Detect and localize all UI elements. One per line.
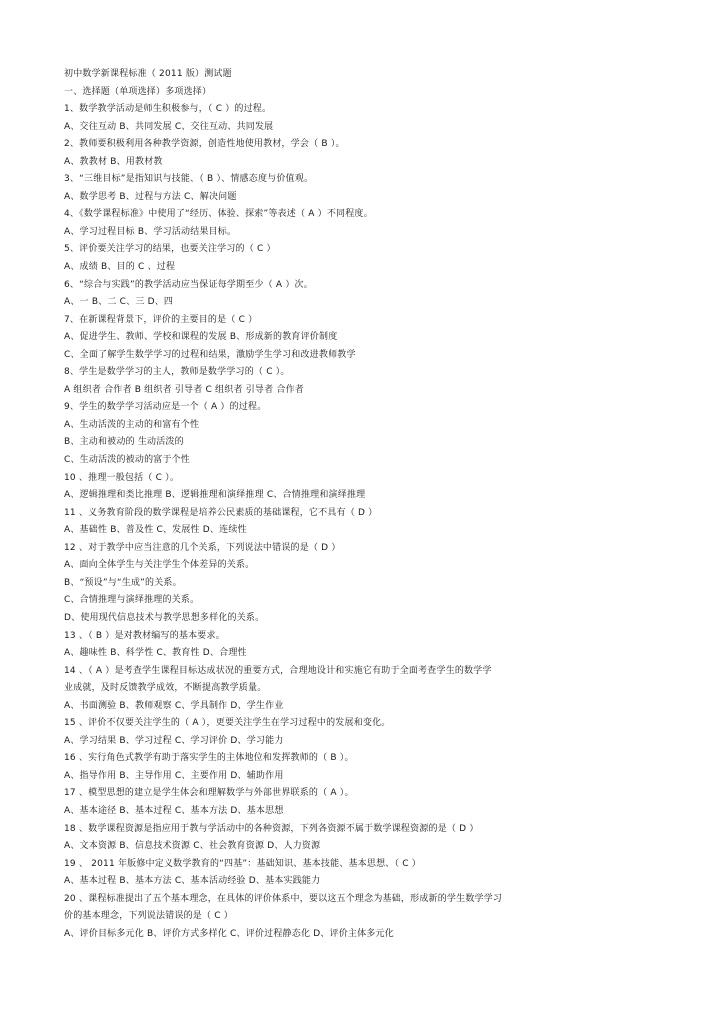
text-line: 8、学生是数学学习的主人，教师是数学学习的（ C ）。 xyxy=(64,367,290,378)
text-line: 9、学生的数学学习活动应是一个（ A ）的过程。 xyxy=(64,402,267,413)
text-line: 12 、对于教学中应当注意的几个关系，下列说法中错误的是（ D ） xyxy=(64,542,341,553)
text-line: A、基本过程 B、基本方法 C、基本活动经验 D、基本实践能力 xyxy=(64,876,321,887)
text-line: 价的基本理念，下列说法错误的是（ C ） xyxy=(64,911,234,922)
text-line: 1、数学教学活动是师生积极参与，（ C ）的过程。 xyxy=(64,104,272,115)
text-line: 18 、数学课程资源是指应用于教与学活动中的各种资源，下列各资源不属于数学课程资源的是（ D ） xyxy=(64,823,479,834)
text-line: 13 、（ B ）是对教材编写的基本要求。 xyxy=(64,630,225,641)
text-line: 11 、义务教育阶段的数学课程是培养公民素质的基础课程，它不具有（ D ） xyxy=(64,507,378,518)
text-line: 5、评价要关注学习的结果，也要关注学习的（ C ） xyxy=(64,244,276,255)
text-line: C、合情推理与演绎推理的关系。 xyxy=(64,595,200,606)
text-line: 15 、评价不仅要关注学生的（ A ），更要关注学生在学习过程中的发展和变化。 xyxy=(64,718,391,729)
text-line: A、一 B、二 C、三 D、四 xyxy=(64,297,174,308)
text-line: 4、《数学课程标准》中使用了“经历、体验、探索”等表述（ A ）不同程度。 xyxy=(64,209,373,220)
text-line: 3、“三维目标”是指知识与技能、（ B ）、情感态度与价值观。 xyxy=(64,174,314,185)
text-line: A、文本资源 B、信息技术资源 C、社会教育资源 D、人力资源 xyxy=(64,841,321,852)
text-line: A、评价目标多元化 B、评价方式多样化 C、评价过程静态化 D、评价主体多元化 xyxy=(64,928,394,939)
text-line: 14 、（ A ）是考查学生课程目标达成状况的重要方式，合理地设计和实施它有助于全面考查学生的数学学 xyxy=(64,665,492,676)
text-line: A、数学思考 B、过程与方法 C、解决问题 xyxy=(64,191,237,202)
text-line: 2、教师要积极利用各种教学资源，创造性地使用教材，学会（ B ）。 xyxy=(64,139,345,150)
text-line: A、趣味性 B、科学性 C、教育性 D、合理性 xyxy=(64,648,247,659)
text-line: B、主动和被动的 生动活泼的 xyxy=(64,437,184,448)
text-line: A、学习结果 B、学习过程 C、学习评价 D、学习能力 xyxy=(64,735,284,746)
text-line: 19 、 2011 年版修中定义数学教育的“四基”：基础知识、基本技能、基本思想、（ C ） xyxy=(64,858,421,869)
text-line: 20 、课程标准提出了五个基本理念，在具体的评价体系中，要以这五个理念为基础，形成新的学生数学学习 xyxy=(64,893,503,904)
section-heading: 一、选择题（单项选择）多项选择） xyxy=(64,86,212,97)
text-line: 6、“综合与实践”的教学活动应当保证每学期至少（ A ）次。 xyxy=(64,279,313,290)
text-line: C、全面了解学生数学学习的过程和结果，激励学生学习和改进教师教学 xyxy=(64,349,356,360)
text-line: A、促进学生、教师、学校和课程的发展 B、形成新的教育评价制度 xyxy=(64,332,338,343)
text-line: A、基础性 B、普及性 C、发展性 D、连续性 xyxy=(64,525,247,536)
text-line: A、指导作用 B、主导作用 C、主要作用 D、辅助作用 xyxy=(64,770,284,781)
text-line: A、书面测验 B、教师观察 C、学具制作 D、学生作业 xyxy=(64,700,284,711)
text-line: A、逻辑推理和类比推理 B、逻辑推理和演绎推理 C、合情推理和演绎推理 xyxy=(64,490,366,501)
text-line: A、生动活泼的主动的和富有个性 xyxy=(64,419,200,430)
text-line: A、基本途径 B、基本过程 C、基本方法 D、基本思想 xyxy=(64,805,284,816)
text-line: 10 、推理一般包括（ C ）。 xyxy=(64,472,180,483)
text-line: D、使用现代信息技术与教学思想多样化的关系。 xyxy=(64,612,265,623)
text-line: A、交往互动 B、共同发展 C、交往互动、共同发展 xyxy=(64,121,274,132)
document-title: 初中数学新课程标准（ 2011 版）测试题 xyxy=(64,69,232,79)
text-line: B、“预设”与“生成”的关系。 xyxy=(64,577,182,588)
text-line: A、面向全体学生与关注学生个体差异的关系。 xyxy=(64,560,255,571)
text-line: A、教教材 B、用教材教 xyxy=(64,156,163,167)
text-line: 17 、模型思想的建立是学生体会和理解数学与外部世界联系的（ A ）。 xyxy=(64,788,354,799)
text-line: C、生动活泼的被动的富于个性 xyxy=(64,455,191,466)
text-line: 7、在新课程背景下，评价的主要目的是（ C ） xyxy=(64,314,258,325)
text-line: A、成绩 B、目的 C 、过程 xyxy=(64,262,176,273)
document-body xyxy=(64,66,664,943)
text-line: A 组织者 合作者 B 组织者 引导者 C 组织者 引导者 合作者 xyxy=(64,384,304,395)
text-line: 业成就，及时反馈教学成效，不断提高教学质量。 xyxy=(64,683,267,694)
text-line: A、学习过程目标 B、学习活动结果目标。 xyxy=(64,226,237,237)
text-line: 16 、实行角色式教学有助于落实学生的主体地位和发挥教师的（ B ）。 xyxy=(64,753,354,764)
